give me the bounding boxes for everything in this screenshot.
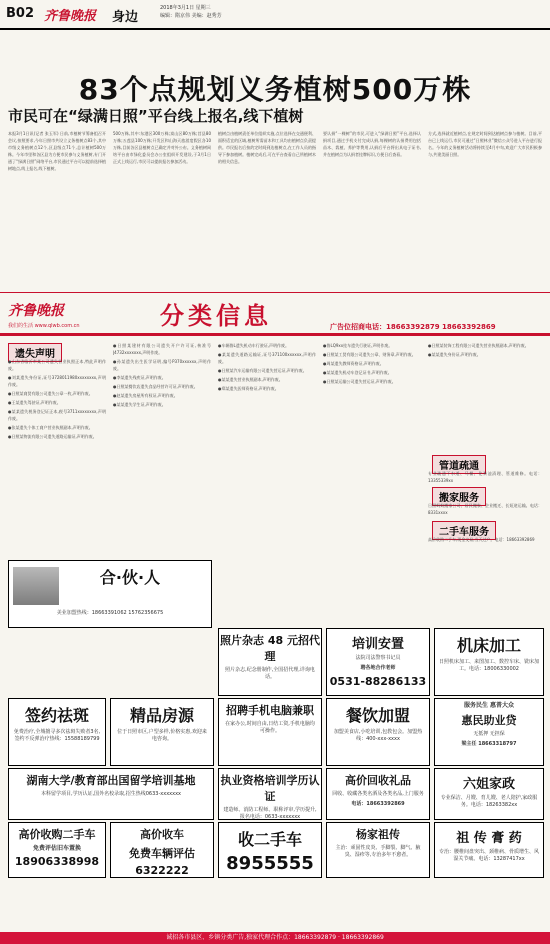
ad-service (434, 698, 544, 766)
notice-item: ●某某遗失道路运输证,证号371100xxxxxx,声明作废。 (218, 352, 316, 364)
ad-car2 (110, 822, 214, 878)
ad-phone (218, 698, 322, 766)
notice-item: ●孙某遗失出生医学证明,编号P370xxxxxx,声明作废。 (113, 359, 211, 371)
notice-item: ●车辆鲁L遗失机动车行驶证,声明作废。 (218, 343, 289, 348)
notice-item: ●某某遗失身份证,声明作废。 (428, 352, 481, 357)
ad-hunan-sub: 本科留学项目,学历认证,国外名校录取,招生热线0633-xxxxxxx (40, 791, 181, 797)
notice-item: ●张某遗失个体工商户营业执照副本,声明作废。 (8, 425, 93, 430)
ad-car (8, 822, 106, 878)
ad-hehuo (8, 560, 212, 628)
lost-list-1 (8, 358, 106, 558)
ad-phone-sub: 在家办公,时间自由,日结工资,手机电脑均可操作。 (225, 721, 315, 734)
pipe-text: 专业疏通下水道、马桶、化粪池清理、管道维修。电话：13355339xx (428, 471, 542, 483)
notice-item: ●某某遗失税务登记证正本,税号3711xxxxxxxx,声明作废。 (8, 409, 106, 421)
ad-train-body: 聘各地合作老师 (360, 665, 396, 671)
ad-photo (218, 628, 322, 696)
ad-zu (434, 822, 544, 878)
ad-train-tel: 0531-88286133 (329, 675, 427, 688)
ad-yang-sub: 主治：顽固性皮炎、手脚裂、脚气、腋臭、湿疹等,专治多年不愈者。 (335, 845, 421, 858)
ad-exec-sub: 建造师、消防工程师、职称评审,学历提升,报名电话：0633-xxxxxxx (223, 807, 317, 820)
ad-recycle-title: 高价回收礼品 (345, 774, 411, 787)
ad-meal-title: 餐饮加盟 (345, 706, 410, 725)
ad-recycle-sub: 回收、收藏各类名酒及各类名品,上门服务 (332, 791, 424, 797)
ad-car-tel: 18906338998 (14, 855, 100, 868)
ad-used2 (218, 822, 322, 878)
notice-item: ●山东省临沂市某公司遗失营业执照正本,特此声明作废。 (8, 359, 106, 371)
ad-hehuo-photo (13, 567, 59, 605)
ad-recycle-tel: 电话：18663392869 (351, 801, 405, 807)
ad-used2-title: 收二手车 (237, 830, 302, 849)
used-text: 高价收购二手车,现金交易,当天过户。电话：18663392869 (428, 537, 535, 542)
ad-exec (218, 768, 322, 820)
ad-photo-title: 照片杂志 48 元招代理 (220, 634, 320, 663)
article-column-2: 500万株,其中:东港区300万株;岚山区80万株;莒县80万株;五莲县100万株;开发区和山海天旅游度假区各10万株,目前各区县植树点已确定并对外公布。义务植树网络平台由市绿化委员会办公室组织开发建设,于3月1日正式上线运行,市民可以提前报名参加活动。 (113, 131, 211, 164)
notice-item: ●日照某运输公司遗失营运证,声明作废。 (323, 379, 396, 384)
classified-footer: 诚招各市县区、乡镇分类广告,独家代理合作点：18663392879 · 18663392869 (0, 932, 550, 944)
ad-exec-title: 执业资格培训学历认证 (220, 774, 320, 803)
ad-meal-sub: 加盟美食店,小吃培训,包教包会。加盟热线：400-xxx-xxxx (333, 729, 423, 742)
article-column-1: 本报3月1日讯(记者 张玉军) 日前,市植树节筹备组召开会议,按照要求,今年日照市共设立义务植树点83个,其中市级义务植树点12个,区县级点71个,总计植树500万株。今年市里和各区县为方便市民参与义务植树,专门开通了“绿满日照”网络平台,市民通过平台可以提前选择植树地点,线上报名,线下植树。 (8, 131, 106, 171)
ad-hehuo-sub: 美业加盟热线：18663391062 15762356675 (56, 610, 164, 616)
lost-list-5 (428, 342, 542, 452)
classified-title: 分类信息 (160, 302, 272, 330)
notice-item: ●李某遗失残疾证,声明作废。 (113, 375, 166, 380)
ad-hunan (8, 768, 214, 820)
notice-item: ●王某遗失驾驶证,声明作废。 (8, 400, 61, 405)
notice-item: ●周某遗失教师资格证,声明作废。 (323, 361, 384, 366)
ad-zu-sub: 专治：腰椎间盘突出、颈椎病、骨质增生、风湿关节痛。电话：13287417xx (439, 849, 540, 862)
notice-item: ●某某遗失机动车登记证书,声明作废。 (323, 370, 392, 375)
notice-item: ●日照某汽车运输有限公司遗失营运证,声明作废。 (218, 368, 307, 373)
notice-item: ●日照某装饰工程有限公司遗失营业执照副本,声明作废。 (428, 343, 529, 348)
ad-zu-title: 祖 传 膏 药 (456, 831, 522, 846)
notice-item: ●鲁LQ9xx挂车遗失行驶证,声明作废。 (323, 343, 393, 348)
ad-quit-title: 签约祛斑 (24, 706, 89, 725)
notice-item: ●日照某餐饮店遗失食品经营许可证,声明作废。 (113, 384, 198, 389)
ad-phone-title: 招聘手机电脑兼职 (226, 704, 314, 717)
ad-yang-title: 杨家祖传 (356, 828, 400, 841)
ad-six-title: 六姐家政 (462, 777, 515, 792)
ad-house (110, 698, 214, 766)
ad-house-title: 精品房源 (129, 706, 194, 725)
ad-car2-tel: 6322222 (135, 864, 189, 877)
ad-machine-title: 机床加工 (456, 636, 521, 655)
classified-tel: 广告位招商电话：18663392879 18663392869 (330, 323, 496, 331)
move-text: 日照蚂蚁搬家公司、居民搬家、企业搬迁、长短途运输。电话：8331xxxx (428, 503, 542, 515)
article-column-3: 植树点由植树责任单位组织实施,点位选择在交通便利、面积适宜的区域,植树所需苗木和工具均由植树点负责提供。市民报名后按约定时间到达植树点,在工作人员的指导下参加植树。植树完成后,可在平台查看自己所植树木的相关信息。 (218, 131, 316, 164)
notice-item: ●某某遗失营业执照副本,声明作废。 (218, 377, 283, 382)
section-lost-label: 遗失声明 (8, 343, 62, 362)
ad-service-sub: 无抵押 无担保 (473, 731, 505, 737)
ad-train-title: 培训安置 (351, 637, 404, 652)
page-number: B02 (6, 6, 34, 21)
ad-train (326, 628, 430, 696)
notice-item: ●日照某工贸有限公司遗失公章、财务章,声明作废。 (323, 352, 416, 357)
ad-yang (326, 822, 430, 878)
ad-hehuo-title: 合·伙·人 (99, 568, 161, 587)
lost-list-3 (218, 342, 316, 558)
ad-quit (8, 698, 106, 766)
section-used-label: 二手车服务 (432, 521, 496, 540)
headline: 83个点规划义务植树500万株 (78, 73, 472, 106)
ad-service-title: 服务民生 惠普大众 (463, 702, 515, 709)
notice-item: ●日照某物流有限公司遗失道路运输证,声明作废。 (8, 434, 97, 439)
issue-meta: 2018年3月1日 星期三 编辑：隋京伟 美编：赵秀芳 (160, 5, 222, 19)
ad-photo-sub: 照片杂志,纪念册制作,全国招代理,详询电话。 (225, 667, 315, 680)
article-column-5: 方式,选择就近植树点,在规定时间到达植树点参与植树。目前,平台已上线运行,市民可通过“日照林业”微信公众号进入平台进行报名。今年的义务植树活动将持续至4月中旬,欢迎广大市民积极参与,共建美丽日照。 (428, 131, 542, 157)
notice-item: ●日照某建材有限公司遗失开户许可证,核准号J4732xxxxxxx,声明作废。 (113, 343, 211, 355)
ad-used2-tel: 8955555 (226, 853, 314, 874)
ad-car2-body: 免费车辆评估 (129, 847, 195, 860)
section-name: 身边 (112, 10, 139, 25)
lost-list-4 (323, 342, 421, 558)
classified-logo: 齐鲁晚报 (8, 303, 64, 319)
classified-url: 我们的生活 www.qlwb.com.cn (8, 323, 80, 329)
ad-quit-sub: 免费治疗,全城擅寻多次祛斑失败者3名,签约不反弹治疗热线：15588189799 (13, 729, 101, 742)
ad-machine-sub: 日照机床加工、来图加工、数控车床、铣床加工。电话：18006330002 (439, 659, 540, 672)
ad-service-body: 惠民助业贷 (461, 714, 517, 727)
notice-item: ●某某遗失学生证,声明作废。 (113, 402, 166, 407)
notice-item: ●日照某商贸有限公司遗失公章一枚,声明作废。 (8, 391, 93, 396)
lost-list-2 (113, 342, 211, 558)
section-move-label: 搬家服务 (432, 487, 486, 506)
subheadline: 市民可在“绿满日照”平台线上报名,线下植树 (8, 107, 304, 125)
ad-house-sub: 位于日照市区,户型多样,价格实惠,欢迎来电咨询。 (117, 729, 207, 742)
ad-recycle (326, 768, 430, 820)
notice-item: ●郑某遗失医师资格证,声明作废。 (218, 386, 279, 391)
ad-car-body: 免费评估旧车置换 (32, 845, 81, 852)
ad-car-title: 高价收购二手车 (18, 828, 96, 841)
ad-car2-title: 高价收车 (140, 828, 184, 841)
article-column-4: 要认捐“一棵树”的市民,可进入“绿满日照”平台,选择认捐项目,通过手机支付完成认捐,每棵树的认捐费用包括苗木、栽植、养护等费用,认捐后平台将出具电子证书,并在植树点为认捐者挂牌标识,方便日后查看。 (323, 131, 421, 157)
ad-service-tel: 梁主任 18663318797 (461, 741, 517, 747)
notice-item: ●赵某遗失房屋所有权证,声明作废。 (113, 393, 178, 398)
ad-train-sub: 法院司法警察书记员 (355, 655, 401, 661)
newspaper-brand: 齐鲁晚报 (44, 9, 97, 24)
notice-item: ●刘某遗失身份证,证号3728011980xxxxxxxx,声明作废。 (8, 375, 106, 387)
ad-six-sub: 专业保洁、月嫂、育儿嫂、老人陪护,家政服务。电话：18263382xx (440, 795, 538, 808)
ad-machine (434, 628, 544, 696)
ad-meal (326, 698, 430, 766)
section-pipe-label: 管道疏通 (432, 455, 486, 474)
ad-six (434, 768, 544, 820)
ad-hunan-title: 湖南大学/教育部出国留学培训基地 (26, 774, 196, 787)
